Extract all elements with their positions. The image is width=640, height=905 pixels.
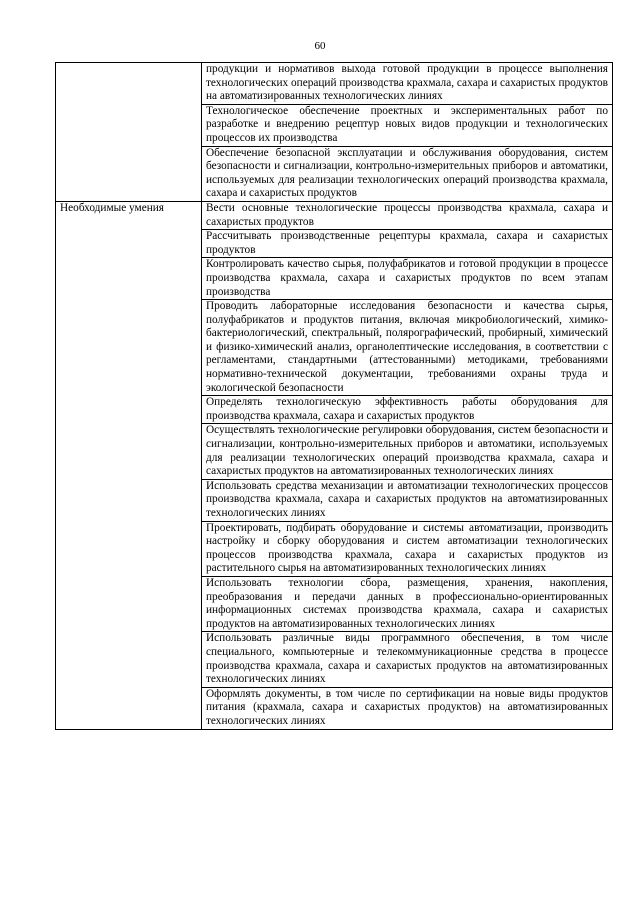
table-row (56, 201, 613, 229)
page-number: 60 (314, 40, 326, 52)
table-cell: Технологическое обеспечение проектных и экспериментальных работ по разработке и внедрению рецептур новых видов продукции и технологических процессов их производства (202, 104, 613, 146)
skill-item: Контролировать качество сырья, полуфабрикатов и готовой продукции в процессе производства крахмала, сахара и сахаристых продуктов по всем этапам производства (202, 258, 613, 300)
empty-label-cell (56, 63, 202, 202)
skill-item: Определять технологическую эффективность работы оборудования для производства крахмала, сахара и сахаристых продуктов (202, 396, 613, 424)
skill-item: Осуществлять технологические регулировки оборудования, систем безопасности и сигнализации, контрольно-измерительных приборов и автоматики, используемых для реализации технологических операций производства крахмала, сахара и сахаристых продуктов на автоматизированных технологических линиях (202, 424, 613, 479)
skill-item: Проводить лабораторные исследования безопасности и качества сырья, полуфабрикатов и продуктов питания, включая микробиологический, химико-бактериологический, спектральный, полярографический, пробирный, химический и физико-химический анализ, органолептические исследования, в соответствии с регламентами, стандартными (аттестованными) методиками, требованиями нормативно-технической документации, требованиями охраны труда и экологической безопасности (202, 300, 613, 396)
skill-item: Использовать средства механизации и автоматизации технологических процессов производства крахмала, сахара и сахаристых продуктов на автоматизированных технологических линиях (202, 479, 613, 521)
skill-item: Проектировать, подбирать оборудование и системы автоматизации, производить настройку и сборку оборудования и систем автоматизации технологических процессов производства крахмала, сахара и сахаристых продуктов из растительного сырья на автоматизированных технологических линиях (202, 521, 613, 576)
skill-item: Использовать различные виды программного обеспечения, в том числе специального, компьютерные и телекоммуникационные средства в процессе производства крахмала, сахара и сахаристых продуктов на автоматизированных технологических линиях (202, 632, 613, 687)
table-row (56, 63, 613, 105)
skill-item: Рассчитывать производственные рецептуры крахмала, сахара и сахаристых продуктов (202, 230, 613, 258)
skill-item: Использовать технологии сбора, размещения, хранения, накопления, преобразования и передачи данных в профессионально-ориентированных информационных системах производства крахмала, сахара и сахаристых продуктов на автоматизированных технологических линиях (202, 576, 613, 631)
skill-item: Оформлять документы, в том числе по сертификации на новые виды продуктов питания (крахмала, сахара и сахаристых продуктов) на автоматизированных технологических линиях (202, 687, 613, 729)
requirements-table (55, 62, 613, 730)
skill-item: Вести основные технологические процессы производства крахмала, сахара и сахаристых продуктов (202, 201, 613, 229)
skills-label: Необходимые умения (56, 201, 202, 729)
table-cell: Обеспечение безопасной эксплуатации и обслуживания оборудования, систем безопасности и сигнализации, контрольно-измерительных приборов и автоматики, используемых для реализации технологических операций производства крахмала, сахара и сахаристых продуктов (202, 146, 613, 201)
table-cell: продукции и нормативов выхода готовой продукции в процессе выполнения технологических операций производства крахмала, сахара и сахаристых продуктов на автоматизированных технологических линиях (202, 63, 613, 105)
